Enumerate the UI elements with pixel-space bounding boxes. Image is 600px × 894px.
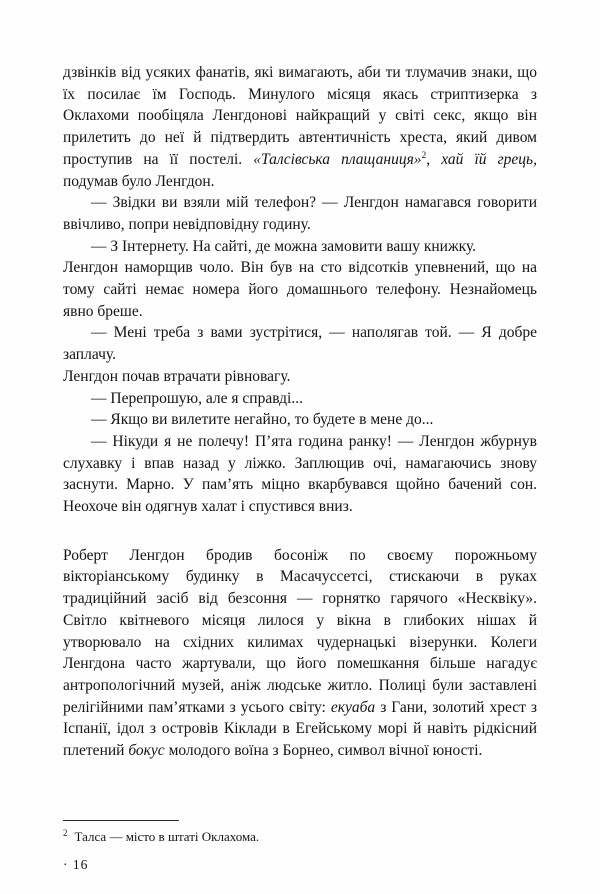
footnote-text: Талса — місто в штаті Оклахома.	[74, 829, 260, 844]
text-block	[63, 62, 537, 762]
body-text: подумав було Ленгдон.	[63, 172, 215, 190]
paragraph	[63, 62, 537, 192]
paragraph	[63, 192, 537, 235]
body-text: молодого воїна з Борнео, символ вічної юності.	[164, 742, 483, 760]
footnote-reference: 2	[421, 150, 427, 161]
body-text: — Мені треба з вами зустрітися, — наполягав той. — Я добре заплачу.	[63, 324, 537, 364]
body-text: Роберт Ленгдон бродив босоніж по своєму порожньому вікторіанському будинку в Масачуссетсі, стискаючи в руках традиційний засіб від безсоння — горнятко гарячого «Несквіку». Світло квітневого місяця лилося у вікна в глибоких нішах й утворювало на східних килимах чудернацькі візерунки. Колеги Ленгдона часто жартували, що його помешкання більше нагадує антропологічний музей, аніж людське житло. Полиці були заставлені релігійними пам’ятками з усього світу:	[63, 546, 537, 716]
footnote-marker: 2	[63, 827, 68, 838]
italic-text: «Талсівська плащаниця»	[253, 150, 422, 168]
italic-text: хай їй грець,	[441, 150, 537, 168]
italic-text: екуаба	[330, 698, 376, 716]
body-text: з Гани, золотий хрест з Іспанії, ідол з островів Кіклади в Егейському морі й навіть рідкісний плетений	[63, 698, 537, 760]
paragraph	[63, 545, 537, 762]
body-text: дзвінків від усяких фанатів, які вимагають, аби ти тлумачив знаки, що їх посилає їм Господь. Минулого місяця якась стриптизерка з Оклахоми пообіцяла Ленгдонові найкращий у світі секс, якщо він прилетить до неї й підтвердить автентичність хреста, який дивом проступив на її постелі.	[63, 64, 537, 168]
paragraph	[63, 322, 537, 365]
body-text: — З Інтернету. На сайті, де можна замовити вашу книжку.	[91, 237, 477, 255]
body-text: Ленгдон наморщив чоло. Він був на сто відсотків упевнений, що на тому сайті немає номера його домашнього телефону. Незнайомець явно бреше.	[63, 259, 537, 320]
body-text: ,	[426, 150, 442, 168]
paragraph	[63, 366, 537, 388]
body-text: — Перепрошую, але я справді...	[91, 389, 303, 407]
page-number: · 16	[63, 857, 89, 872]
paragraph	[63, 388, 537, 410]
footnote-separator	[63, 820, 179, 821]
paragraph	[63, 431, 537, 518]
paragraph	[63, 257, 537, 322]
footnote	[63, 828, 537, 845]
body-text: Ленгдон почав втрачати рівновагу.	[63, 367, 291, 385]
italic-text: бокус	[128, 742, 165, 760]
body-text: — Нікуди я не полечу! П’ята година ранку! — Ленгдон жбурнув слухавку і впав назад у ліжко. Заплющив очі, намагаючись знову заснути. Марно. У пам’ять міцно вкарбувався щойно бачений сон. Неохоче він одягнув халат і спустився вниз.	[63, 432, 537, 516]
paragraph	[63, 409, 537, 431]
paragraph	[63, 236, 537, 258]
body-text: — Якщо ви вилетите негайно, то будете в мене до...	[91, 411, 434, 429]
body-text: — Звідки ви взяли мій телефон? — Ленгдон намагався говорити ввічливо, попри невідповідну годину.	[63, 194, 537, 233]
